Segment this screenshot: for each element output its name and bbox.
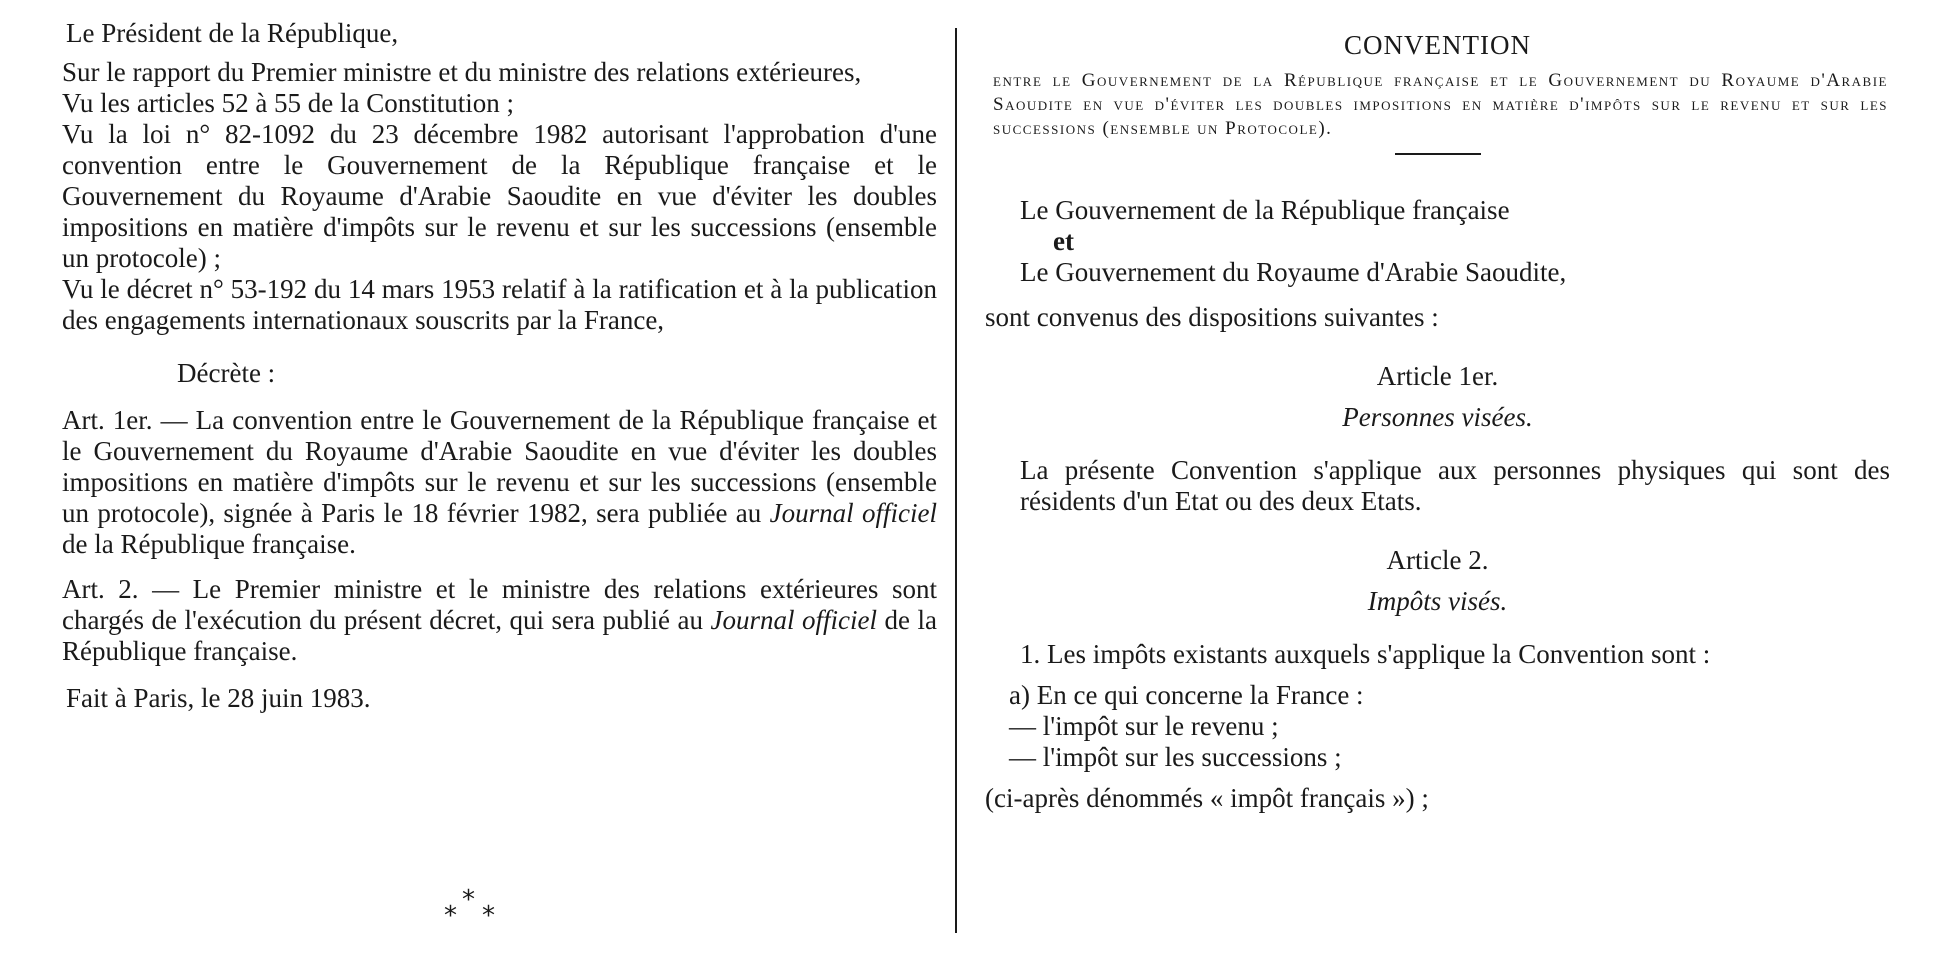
decree-article-1-text: Art. 1er. — La convention entre le Gouvernement de la République française et le Gouvernement du Royaume d'Arabie Saoudite en vue d'éviter les doubles impositions en matière d'impôts sur le revenu et sur les successions (ensemble un protocole), signée à Paris le 18 février 1982, sera publiée au — [62, 405, 937, 528]
journal-officiel-ref: Journal officiel — [710, 605, 877, 635]
decree-article-1 — [62, 405, 937, 560]
article-2-item-a: a) En ce qui concerne la France : — [1009, 680, 1364, 710]
decree-vu-articles: Vu les articles 52 à 55 de la Constitution ; — [62, 88, 515, 118]
decree-rapport: Sur le rapport du Premier ministre et du ministre des relations extérieures, — [62, 57, 862, 87]
decree-article-2-text: Art. 2. — Le Premier ministre et le ministre des relations extérieures sont chargés de l'exécution du présent décret, qui sera publié au — [62, 574, 937, 635]
journal-officiel-ref: Journal officiel — [769, 498, 938, 528]
article-2-list-item: — l'impôt sur les successions ; — [1009, 742, 1342, 772]
convention-title: CONVENTION — [1344, 30, 1531, 60]
decree-vu-decret: Vu le décret n° 53-192 du 14 mars 1953 relatif à la ratification et à la publication des engagements internationaux souscrits par la France, — [62, 274, 937, 335]
convention-column — [985, 30, 1890, 814]
article-2-subtitle: Impôts visés. — [1367, 586, 1508, 616]
column-divider — [955, 28, 957, 933]
party-france: Le Gouvernement de la République française — [1020, 195, 1510, 225]
article-1-title: Article 1er. — [1376, 361, 1499, 391]
article-1-text: La présente Convention s'applique aux personnes physiques qui sont des résidents d'un Etat ou des deux Etats. — [1020, 455, 1890, 516]
party-saudi-arabia: Le Gouvernement du Royaume d'Arabie Saoudite, — [1020, 257, 1567, 287]
asterism-separator — [440, 885, 510, 935]
decree-intro: Le Président de la République, — [66, 18, 399, 48]
party-conjunction: et — [1053, 226, 1074, 256]
decree-signature-date: Fait à Paris, le 28 juin 1983. — [66, 683, 371, 713]
decree-column — [62, 18, 937, 714]
article-2-paragraph-1: 1. Les impôts existants auxquels s'applique la Convention sont : — [1020, 639, 1711, 669]
decree-article-2 — [62, 574, 937, 667]
convention-agreement-line: sont convenus des dispositions suivantes : — [985, 302, 1439, 332]
decree-article-1-end: de la République française. — [62, 529, 356, 559]
article-2-designation: (ci-après dénommés « impôt français ») ; — [985, 783, 1429, 813]
article-2-title: Article 2. — [1386, 545, 1489, 575]
asterisk-icon: * — [482, 901, 495, 931]
article-1-subtitle: Personnes visées. — [1342, 402, 1533, 432]
decree-article-2-end: de la République française. — [62, 605, 937, 666]
asterisk-icon: * — [462, 885, 475, 915]
asterisk-icon: * — [444, 901, 457, 931]
article-2-list-item: — l'impôt sur le revenu ; — [1009, 711, 1279, 741]
convention-heading: entre le Gouvernement de la République française et le Gouvernement du Royaume d'Arabie Saoudite en vue d'éviter les doubles impositions en matière d'impôts sur le revenu et sur les successions (ensemble un Protocole). — [993, 70, 1888, 139]
decree-vu-loi: Vu la loi n° 82-1092 du 23 décembre 1982 autorisant l'approbation d'une convention entre le Gouvernement de la République française et le Gouvernement du Royaume d'Arabie Saoudite en vue d'éviter les doubles impositions en matière d'impôts sur le revenu et sur les successions (ensemble un protocole) ; — [62, 119, 937, 273]
heading-rule — [1395, 153, 1481, 155]
decree-decrete-heading: Décrète : — [177, 358, 276, 388]
